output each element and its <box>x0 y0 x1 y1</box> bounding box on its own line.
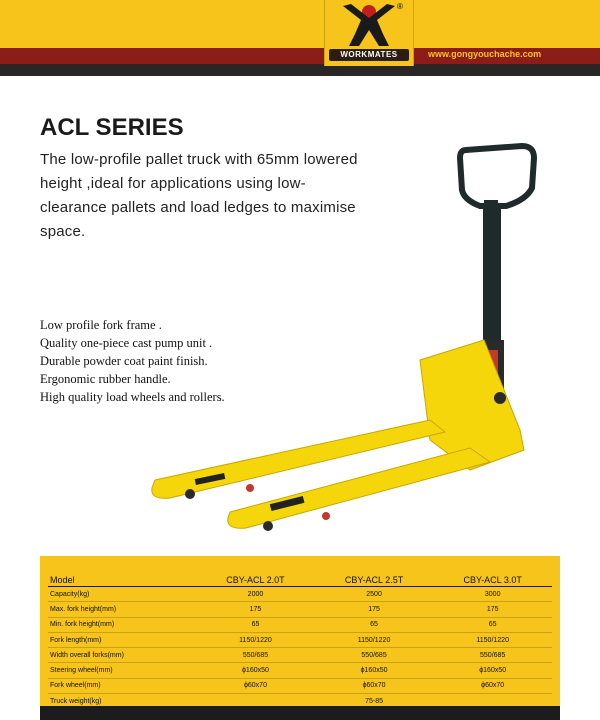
row-label: Capacity(kg) <box>48 587 196 602</box>
cell-value: 1150/1220 <box>315 632 434 647</box>
row-label: Truck weight(kg) <box>48 694 196 709</box>
cell-value: 65 <box>433 617 552 632</box>
cell-value: 1150/1220 <box>433 632 552 647</box>
cell-value: ϕ60x70 <box>196 678 315 693</box>
cell-value: ϕ60x70 <box>315 678 434 693</box>
feature-item: Quality one-piece cast pump unit . <box>40 336 213 350</box>
footer-bar <box>40 706 560 720</box>
row-label: Fork wheel(mm) <box>48 678 196 693</box>
table-row <box>48 587 552 602</box>
table-row <box>48 663 552 678</box>
table-row <box>48 602 552 617</box>
website-link[interactable]: www.gongyouchache.com <box>428 49 542 59</box>
row-label: Width overall forks(mm) <box>48 648 196 663</box>
cell-value: 3000 <box>433 587 552 602</box>
spec-table <box>48 574 552 709</box>
table-row <box>48 632 552 647</box>
row-label: Min. fork height(mm) <box>48 617 196 632</box>
feature-item: High quality load wheels and rollers. <box>40 390 225 404</box>
cell-value: 65 <box>315 617 434 632</box>
cell-value: 550/685 <box>433 648 552 663</box>
page-title: ACL SERIES <box>40 114 184 141</box>
table-row <box>48 678 552 693</box>
col-header-2t: CBY-ACL 2.0T <box>196 574 315 587</box>
cell-value: ϕ160x50 <box>315 663 434 678</box>
table-header-row <box>48 574 552 587</box>
cell-value: 2000 <box>196 587 315 602</box>
col-header-model: Model <box>48 574 196 587</box>
feature-item: Durable powder coat paint finish. <box>40 354 208 368</box>
cell-value: 1150/1220 <box>196 632 315 647</box>
cell-value: 175 <box>433 602 552 617</box>
header-dark-band <box>0 64 600 76</box>
brand-logo <box>324 0 414 66</box>
cell-value: 175 <box>196 602 315 617</box>
cell-value: 2500 <box>315 587 434 602</box>
table-row <box>48 617 552 632</box>
spec-table-panel <box>40 556 560 720</box>
pallet-truck-image <box>140 135 540 535</box>
col-header-25t: CBY-ACL 2.5T <box>315 574 434 587</box>
cell-value: ϕ160x50 <box>433 663 552 678</box>
cell-value: 65 <box>196 617 315 632</box>
feature-item: Ergonomic rubber handle. <box>40 372 171 386</box>
cell-value: ϕ60x70 <box>433 678 552 693</box>
brand-name: WORKMATES <box>329 49 409 61</box>
cell-value: ϕ160x50 <box>196 663 315 678</box>
cell-value: 75-85 <box>315 694 434 709</box>
row-label: Max. fork height(mm) <box>48 602 196 617</box>
cell-value: 175 <box>315 602 434 617</box>
registered-mark: ® <box>397 2 403 11</box>
table-row <box>48 648 552 663</box>
table-top-stripe <box>40 556 560 572</box>
header-yellow-band <box>0 0 600 48</box>
product-description: The low-profile pallet truck with 65mm lowered height ,ideal for applications using low-clearance pallets and load ledges to maximise space. <box>40 151 358 240</box>
row-label: Fork length(mm) <box>48 632 196 647</box>
feature-item: Low profile fork frame . <box>40 318 162 332</box>
col-header-3t: CBY-ACL 3.0T <box>433 574 552 587</box>
row-label: Steering wheel(mm) <box>48 663 196 678</box>
cell-value: 550/685 <box>315 648 434 663</box>
cell-value: 550/685 <box>196 648 315 663</box>
